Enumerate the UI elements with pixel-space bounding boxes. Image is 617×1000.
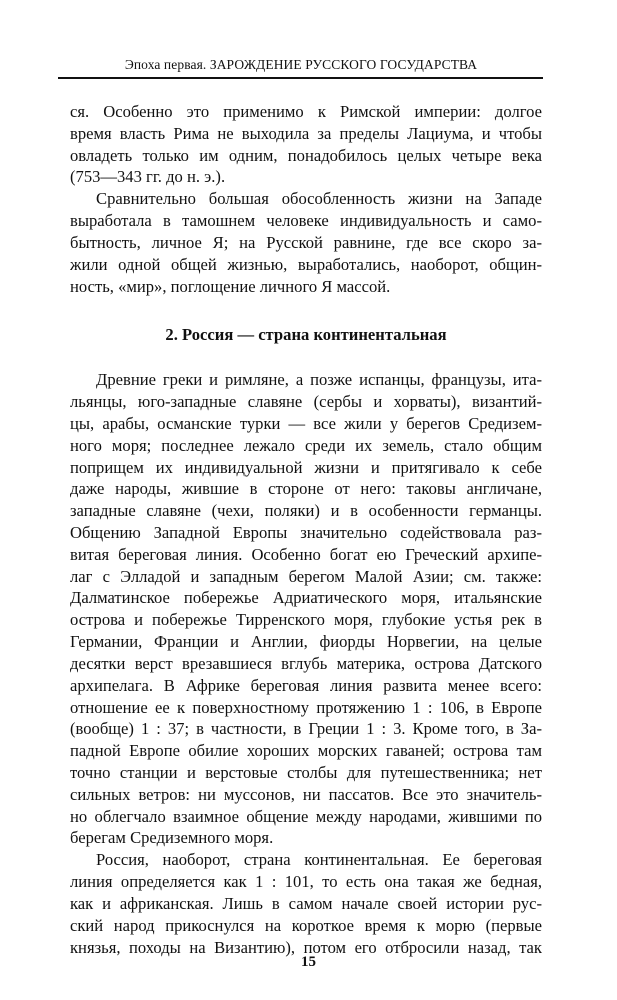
text-line: десятки верст врезавшиеся вглубь материка, острова Датского <box>70 653 542 673</box>
page-number: 15 <box>301 954 316 970</box>
text-line: поприщем их индивидуальной жизни и притягивало к себе <box>70 457 542 477</box>
text-line: ность, «мир», поглощение личного Я массой. <box>70 276 391 296</box>
text-line: льянцы, юго-западные славяне (сербы и хорваты), византий- <box>70 392 542 412</box>
paragraph-continuation <box>70 101 542 188</box>
text-line: (753—343 гг. до н. э.). <box>70 167 226 187</box>
text-line: лаг с Элладой и западным берегом Малой Азии; см. также: <box>70 566 542 586</box>
paragraph-coastline <box>70 369 542 849</box>
text-line: как и африканская. Лишь в самом начале своей истории рус- <box>70 893 542 913</box>
text-line: овладеть только им одним, понадобилось целых четыре века <box>70 145 542 165</box>
text-line: Общению Западной Европы значительно содействовала раз- <box>70 523 542 543</box>
running-header: Эпоха первая. ЗАРОЖДЕНИЕ РУССКОГО ГОСУДАРСТВА <box>124 57 478 72</box>
text-line: князья, походы на Византию), потом его отбросили назад, так <box>70 937 542 957</box>
text-line: Сравнительно большая обособленность жизни на Западе <box>96 189 542 209</box>
paragraph-individuality <box>70 188 542 297</box>
text-line: точно станции и верстовые столбы для путешественника; нет <box>70 762 542 782</box>
text-line: сильных ветров: ни муссонов, ни пассатов. Все это значитель- <box>70 784 542 804</box>
text-line: ся. Особенно это применимо к Римской империи: долгое <box>70 102 542 121</box>
text-line: бытность, личное Я; на Русской равнине, где все скоро за- <box>70 232 542 252</box>
text-line: линия определяется как 1 : 101, то есть она такая же бедная, <box>70 872 542 892</box>
text-line: но облегчало взаимное общение между народами, жившими по <box>70 806 542 826</box>
text-line: цы, арабы, османские турки — все жили у берегов Средизем- <box>70 413 542 433</box>
text-line: Россия, наоборот, страна континентальная. Ее береговая <box>96 850 542 870</box>
text-line: (вообще) 1 : 37; в частности, в Греции 1 : 3. Кроме того, в За- <box>70 719 542 739</box>
text-line: Германии, Франции и Англии, фиорды Норвегии, на целые <box>70 632 542 652</box>
text-line: ский народ прикоснулся на короткое время к морю (первые <box>70 915 542 935</box>
text-line: жили одной общей жизнью, выработались, наоборот, общин- <box>70 254 542 274</box>
text-line: Далматинское побережье Адриатического моря, итальянские <box>70 588 542 608</box>
text-line: витая береговая линия. Особенно богат ею Греческий архипе- <box>70 544 542 564</box>
text-line: Древние греки и римляне, а позже испанцы, французы, ита- <box>96 370 542 390</box>
text-line: падной Европе обилие хороших морских гаваней; острова там <box>70 741 542 761</box>
header-rule <box>58 77 543 79</box>
text-line: ного моря; последнее лежало среди их земель, стало общим <box>70 435 542 455</box>
section-heading: 2. Россия — страна континентальная <box>165 325 447 345</box>
text-line: острова и побережье Тирренского моря, глубокие устья рек в <box>70 610 542 630</box>
text-line: берегам Средиземного моря. <box>70 828 274 848</box>
text-line: отношение ее к поверхностному протяжению 1 : 106, в Европе <box>70 697 542 717</box>
paragraph-russia-continental <box>70 849 542 958</box>
text-line: архипелага. В Африке береговая линия развита менее всего: <box>70 675 542 695</box>
text-line: время власть Рима не выходила за пределы Лациума, и чтобы <box>70 123 542 143</box>
text-line: западные славяне (чехи, поляки) и в особенности германцы. <box>70 501 542 521</box>
text-line: даже народы, жившие в стороне от него: таковы англичане, <box>70 479 542 499</box>
text-line: выработала в тамошнем человеке индивидуальность и само- <box>70 211 542 231</box>
